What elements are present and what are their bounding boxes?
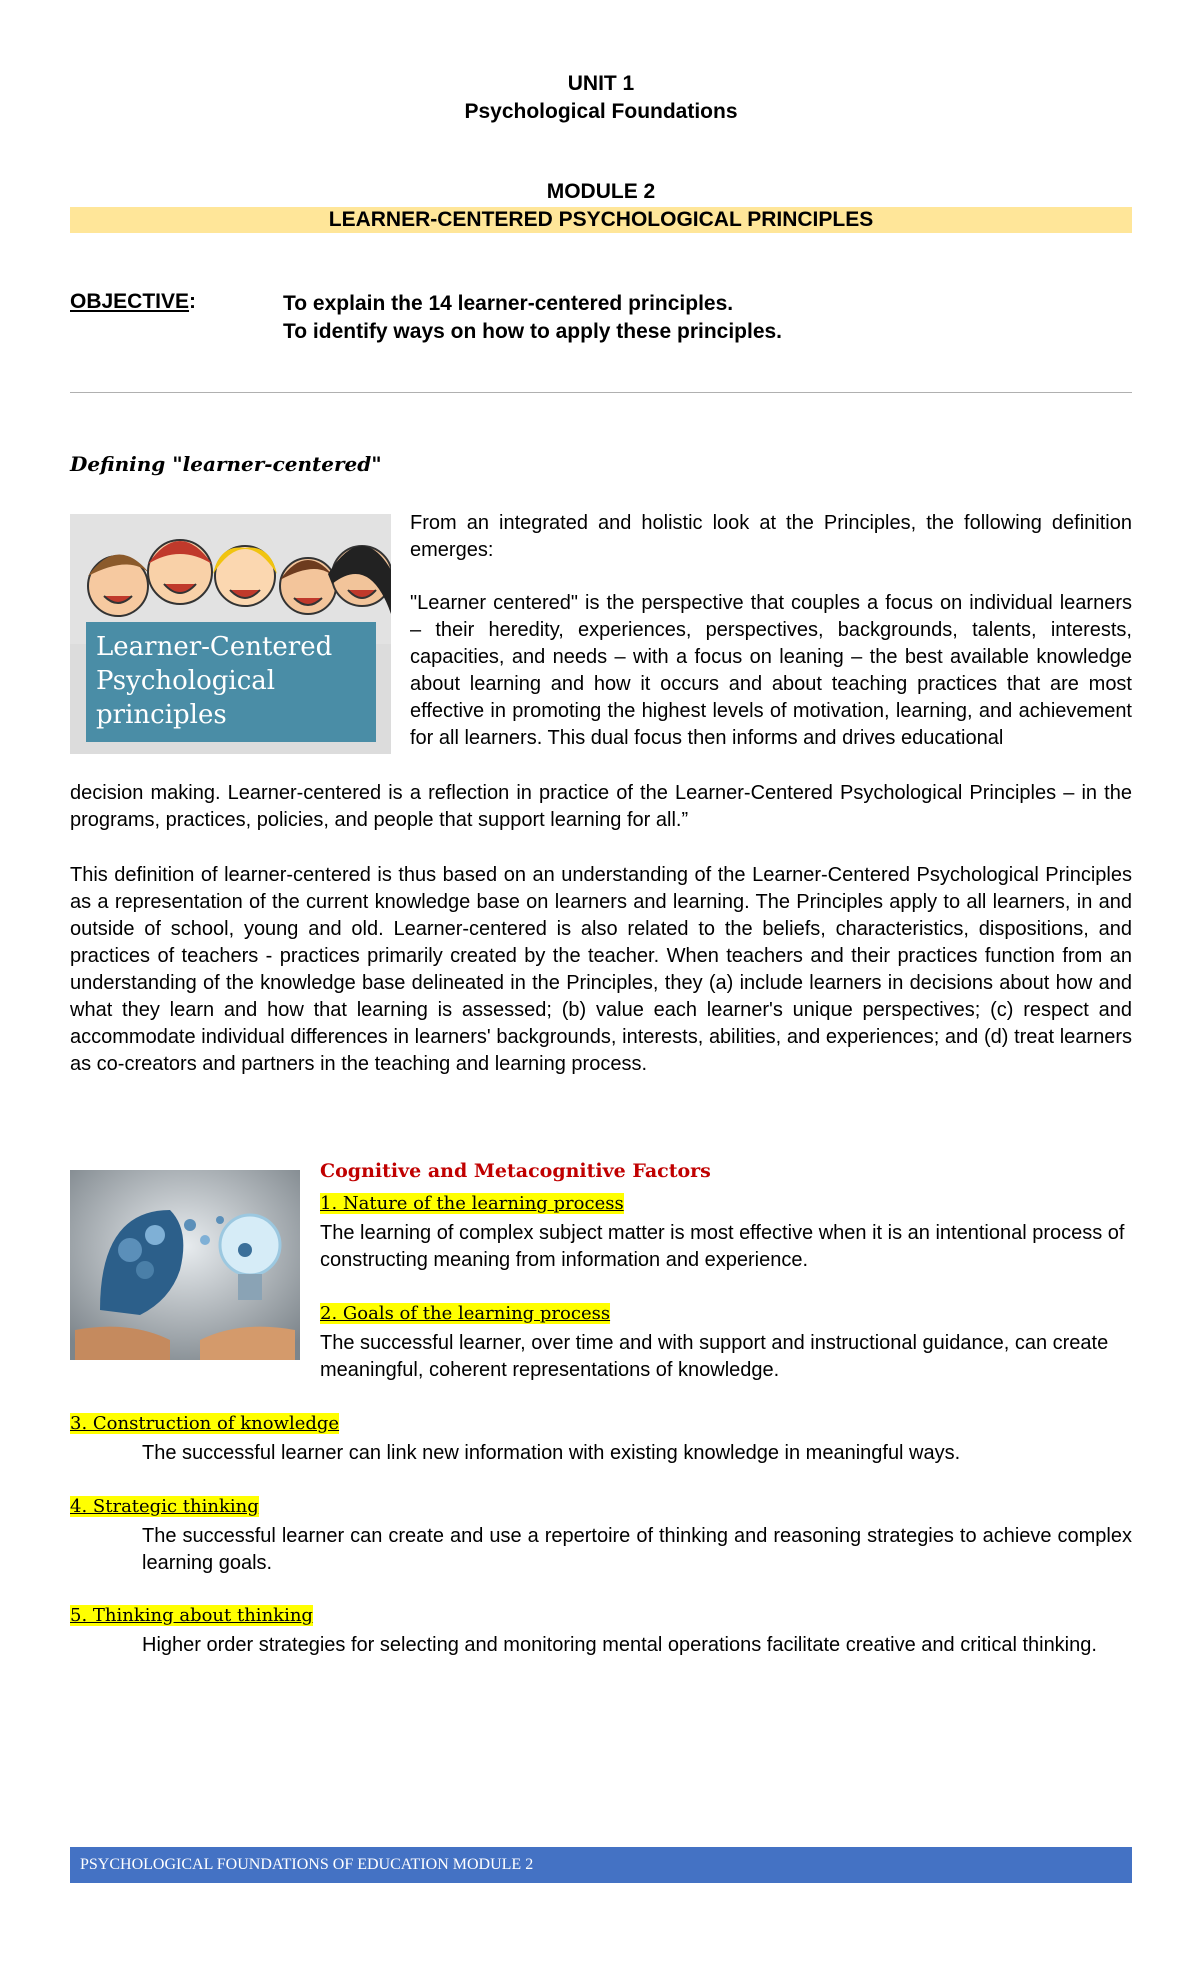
objective-lines <box>283 290 782 346</box>
principle-4-text: The successful learner can create and use a repertoire of thinking and reasoning strategies to achieve complex learning goals. <box>142 1525 1132 1574</box>
learner-centered-image <box>70 514 391 754</box>
definition-explanation: This definition of learner-centered is thus based on an understanding of the Learner-Centered Psychological Principles as a representation of the current knowledge base on learners and learning. The Principles apply to all learners, in and outside of school, young and old. Learner-centered is also related to the beliefs, characteristics, dispositions, and practices of teachers - practices primarily created by the teacher. When teachers and their practices function from an understanding of the knowledge base delineated in the Principles, they (a) include learners in decisions about how and what they learn and how that learning is assessed; (b) value each learner's unique perspectives; (c) respect and accommodate individual differences in learners' backgrounds, interests, abilities, and experiences; and (d) treat learners as co-creators and partners in the teaching and learning process. <box>70 864 1132 1075</box>
objective-label-row <box>70 290 196 314</box>
brain-gears-lightbulb-illustration <box>70 1170 300 1360</box>
defining-heading: Defining "learner-centered" <box>70 452 382 476</box>
factors-title: Cognitive and Metacognitive Factors <box>320 1160 711 1182</box>
brain-lightbulb-image <box>70 1170 300 1360</box>
principle-1-title: 1. Nature of the learning process <box>320 1193 624 1214</box>
module-number: MODULE 2 <box>546 180 656 203</box>
objective-line-1: To explain the 14 learner-centered principles. <box>283 292 734 315</box>
principle-5-title: 5. Thinking about thinking <box>70 1605 313 1626</box>
objective-line-2: To identify ways on how to apply these principles. <box>283 320 783 343</box>
definition-text-continued: decision making. Learner-centered is a reflection in practice of the Learner-Centered Psychological Principles – in the programs, practices, policies, and people that support learning for all.” <box>70 782 1132 831</box>
principle-2-title: 2. Goals of the learning process <box>320 1303 611 1324</box>
unit-number: UNIT 1 <box>567 72 635 95</box>
principle-1-text: The learning of complex subject matter is most effective when it is an intentional process of constructing meaning from information and experience. <box>320 1222 1125 1271</box>
objective-colon: : <box>189 290 197 313</box>
definition-text: "Learner centered" is the perspective that couples a focus on individual learners – their heredity, experiences, perspectives, backgrounds, talents, interests, capacities, and needs – with a focus on leaning – the best available knowledge about learning and how it occurs and about teaching practices that are most effective in promoting the highest levels of motivation, learning, and achievement for all learners. This dual focus then informs and drives educational <box>410 592 1132 749</box>
document-page <box>70 0 1132 1976</box>
principle-4-title: 4. Strategic thinking <box>70 1496 259 1517</box>
divider <box>70 392 1132 393</box>
principle-2-text: The successful learner, over time and with support and instructional guidance, can create meaningful, coherent representations of knowledge. <box>320 1332 1109 1381</box>
unit-title: Psychological Foundations <box>464 100 738 123</box>
principle-3-text: The successful learner can link new information with existing knowledge in meaningful ways. <box>142 1442 961 1464</box>
image-banner: Learner-Centered Psychological principles <box>86 622 376 742</box>
objective-label: OBJECTIVE <box>70 290 190 313</box>
principle-3-title: 3. Construction of knowledge <box>70 1413 340 1434</box>
definition-intro: From an integrated and holistic look at the Principles, the following definition emerges: <box>410 512 1132 561</box>
page-footer: PSYCHOLOGICAL FOUNDATIONS OF EDUCATION MODULE 2 <box>70 1847 1132 1883</box>
principle-5-text: Higher order strategies for selecting and monitoring mental operations facilitate creative and critical thinking. <box>142 1634 1097 1656</box>
module-title: LEARNER-CENTERED PSYCHOLOGICAL PRINCIPLES <box>70 207 1132 233</box>
